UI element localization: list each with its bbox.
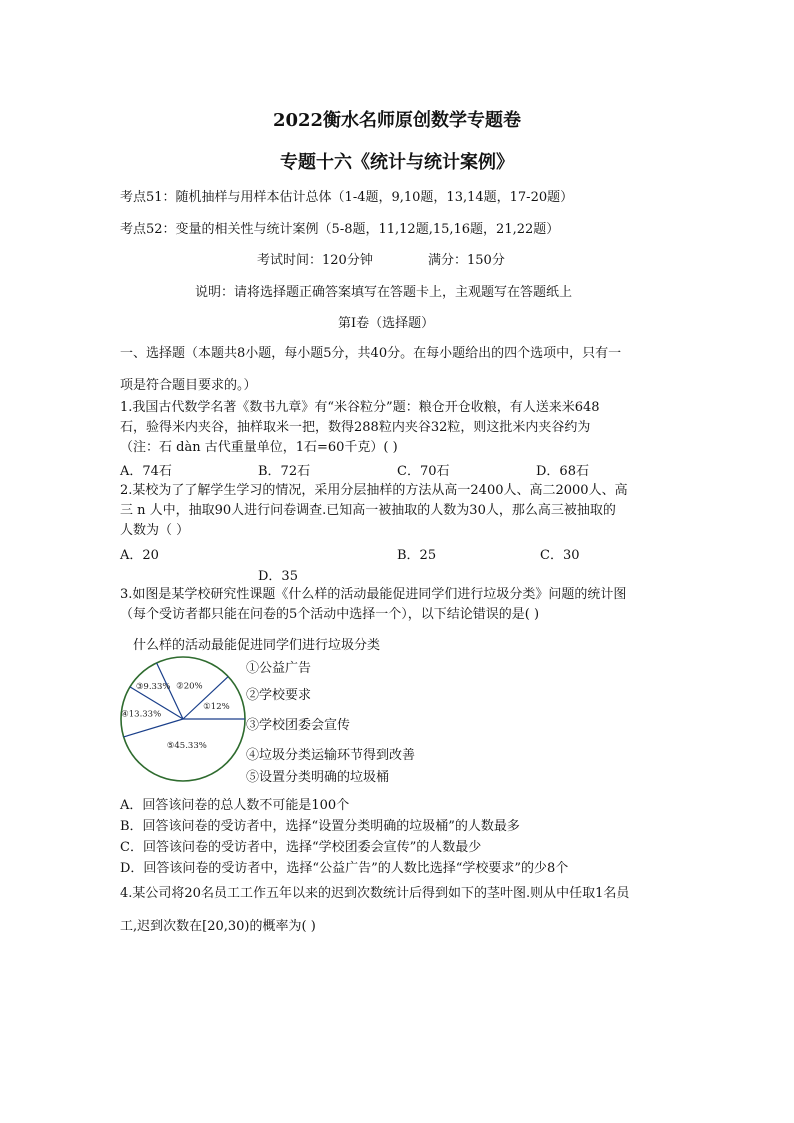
q3-line2: （每个受访者都只能在问卷的5个活动中选择一个），以下结论错误的是( ) (120, 607, 540, 622)
q2-line1: 2.某校为了了解学生学习的情况，采用分层抽样的方法从高一2400人、高二2000人、高 (120, 483, 628, 498)
q1-option-c: C．70石 (397, 464, 450, 479)
pie-slice-label-3: ③9.33% (135, 681, 171, 692)
q1-line1: 1.我国古代数学名著《数书九章》有“米谷粒分”题：粮仓开仓收粮，有人送来米648 (120, 400, 600, 415)
chart-title: 什么样的活动最能促进同学们进行垃圾分类 (133, 638, 381, 653)
exam-point-51: 考点51：随机抽样与用样本估计总体（1-4题，9,10题，13,14题，17-20题） (120, 190, 574, 205)
pie-slice-label-4: ④13.33% (121, 709, 162, 720)
section-intro-line1: 一、选择题（本题共8小题，每小题5分，共40分。在每小题给出的四个选项中，只有一 (120, 346, 622, 361)
q1-line2: 石，验得米内夹谷，抽样取米一把，数得288粒内夹谷32粒，则这批米内夹谷约为 (120, 420, 591, 435)
legend-item-1: ①公益广告 (246, 661, 312, 676)
volume-heading: 第I卷（选择题） (338, 316, 435, 331)
q1-line3: （注：石 dàn 古代重量单位，1石=60千克）( ) (120, 440, 398, 455)
exam-time: 考试时间：120分钟 (257, 253, 373, 268)
q3-option-a: A．回答该问卷的总人数不可能是100个 (120, 798, 350, 813)
instructions: 说明：请将选择题正确答案填写在答题卡上，主观题写在答题纸上 (195, 285, 573, 300)
full-score: 满分：150分 (428, 253, 505, 268)
q3-option-d: D．回答该问卷的受访者中，选择“公益广告”的人数比选择“学校要求”的少8个 (120, 861, 569, 876)
legend-item-3: ③学校团委会宣传 (246, 718, 351, 733)
q2-option-b: B．25 (397, 548, 437, 563)
pie-slice-label-1: ①12% (203, 701, 230, 712)
q2-option-d: D．35 (258, 569, 298, 584)
pie-slice-label-2: ②20% (176, 681, 203, 692)
legend-item-5: ⑤设置分类明确的垃圾桶 (246, 770, 390, 785)
q1-option-d: D．68石 (536, 464, 589, 479)
section-intro-line2: 项是符合题目要求的。） (120, 378, 257, 393)
legend-item-2: ②学校要求 (246, 688, 312, 703)
q1-option-b: B．72石 (258, 464, 311, 479)
q3-option-b: B．回答该问卷的受访者中，选择“设置分类明确的垃圾桶”的人数最多 (120, 819, 520, 834)
legend-item-4: ④垃圾分类运输环节得到改善 (246, 748, 416, 763)
q3-option-c: C．回答该问卷的受访者中，选择“学校团委会宣传”的人数最少 (120, 840, 482, 855)
q1-option-a: A．74石 (120, 464, 172, 479)
q2-option-a: A．20 (120, 548, 159, 563)
q2-line2: 三 n 人中，抽取90人进行问卷调查.已知高一被抽取的人数为30人，那么高三被抽取的 (120, 503, 616, 518)
q2-option-c: C．30 (540, 548, 580, 563)
pie-slice-label-5: ⑤45.33% (166, 740, 207, 751)
pie-chart (118, 652, 248, 786)
page-subtitle: 专题十六《统计与统计案例》 (280, 152, 514, 173)
q3-line1: 3.如图是某学校研究性课题《什么样的活动最能促进同学们进行垃圾分类》问题的统计图 (120, 587, 627, 602)
q4-line1: 4.某公司将20名员工工作五年以来的迟到次数统计后得到如下的茎叶图.则从中任取1名员 (120, 886, 630, 901)
q2-line3: 人数为（ ） (120, 523, 190, 538)
exam-point-52: 考点52：变量的相关性与统计案例（5-8题，11,12题,15,16题，21,22题） (120, 222, 560, 237)
q4-line2: 工,迟到次数在[20,30)的概率为( ) (120, 919, 316, 934)
page-title: 2022衡水名师原创数学专题卷 (272, 110, 522, 131)
